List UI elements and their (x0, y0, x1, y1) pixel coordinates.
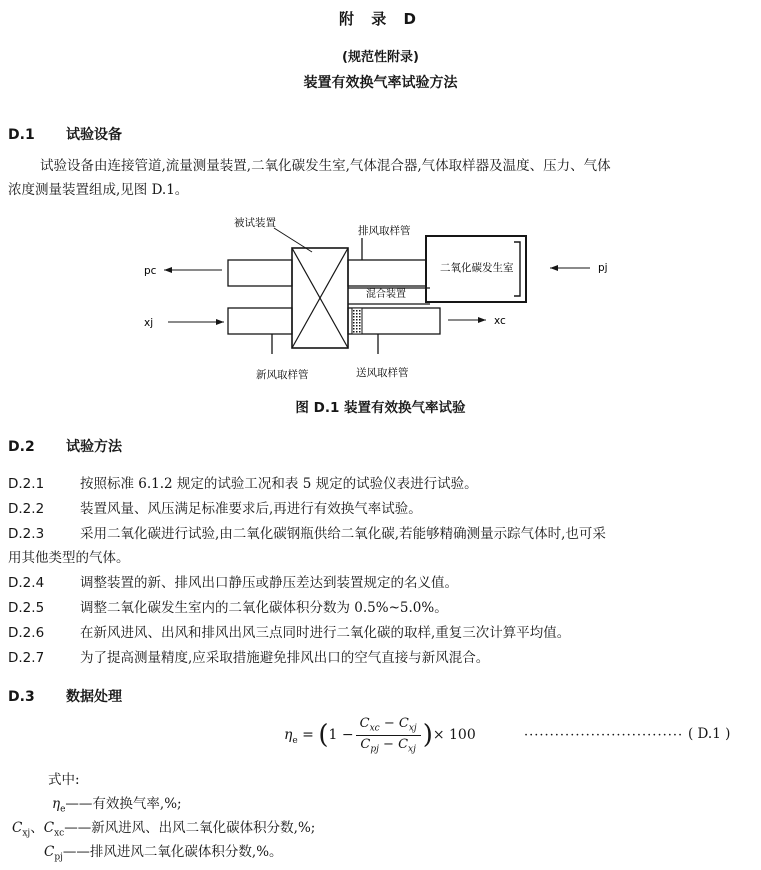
label-pj: pj (598, 262, 608, 274)
item-number: D.2.2 (8, 501, 45, 517)
def-text: 有效换气率,%; (92, 796, 182, 812)
def-separator: 、 (30, 820, 44, 836)
item-text: 按照标准 6.1.2 规定的试验工况和表 5 规定的试验仪表进行试验。 (80, 476, 478, 492)
item-number: D.2.5 (8, 600, 45, 616)
def-symbol: C (43, 820, 55, 836)
item-text: 在新风进风、出风和排风出风三点同时进行二氧化碳的取样,重复三次计算平均值。 (80, 625, 571, 641)
def-subscript: e (60, 804, 66, 815)
def-subscript: pj (54, 852, 63, 863)
item-text: 用其他类型的气体。 (8, 550, 130, 566)
list-item (8, 621, 570, 641)
formula-leader-dots: ······························· (524, 728, 684, 743)
section-number: D.3 (8, 689, 35, 705)
formula-paren: ) (422, 720, 433, 751)
where-label: 式中: (48, 772, 80, 788)
appendix-normative-note: (规范性附录) (342, 50, 419, 65)
equation-number: ( D.1 ) (688, 726, 731, 742)
definition-cpj (44, 840, 283, 863)
label-co2-room: 二氧化碳发生室 (440, 262, 514, 274)
section-title: 试验方法 (66, 439, 122, 455)
def-subscript: xj (22, 828, 31, 839)
list-item (8, 571, 458, 591)
formula-d1 (284, 716, 476, 754)
formula-symbol: C (360, 736, 371, 752)
formula-denominator (356, 736, 421, 755)
xj-arrowhead (216, 319, 224, 325)
def-text: 排风进风二氧化碳体积分数,%。 (89, 844, 283, 860)
section-d1-heading (8, 124, 122, 144)
formula-subscript: xc (369, 723, 380, 734)
co2-room-bracket (514, 242, 520, 296)
formula-subscript: xj (408, 744, 416, 755)
section-title: 数据处理 (66, 689, 122, 705)
item-number: D.2.6 (8, 625, 45, 641)
formula-one-minus: 1 − (328, 727, 354, 744)
fresh-inlet-duct (228, 308, 292, 334)
def-dash: —— (64, 820, 92, 836)
formula-numerator (356, 716, 421, 736)
section-d1-para-line2: 浓度测量装置组成,见图 D.1。 (8, 182, 189, 198)
item-text: 调整装置的新、排风出口静压或静压差达到装置规定的名义值。 (80, 575, 458, 591)
formula-symbol: C (398, 716, 409, 731)
def-symbol: C (44, 844, 55, 860)
pc-arrowhead (164, 267, 172, 273)
formula-minus: − (378, 736, 399, 752)
section-d1-para-line1: 试验设备由连接管道,流量测量装置,二氧化碳发生室,气体混合器,气体取样器及温度、压力、气体 (40, 158, 611, 174)
list-item (8, 596, 448, 616)
section-number: D.2 (8, 439, 35, 455)
formula-fraction (356, 716, 421, 754)
xc-arrowhead (478, 317, 486, 323)
item-text: 为了提高测量精度,应采取措施避免排风出口的空气直接与新风混合。 (80, 650, 490, 666)
formula-minus: − (379, 716, 399, 731)
list-item (8, 497, 422, 517)
section-number: D.1 (8, 127, 35, 143)
def-dash: —— (65, 796, 93, 812)
list-item (8, 522, 606, 542)
section-d2-heading (8, 436, 122, 456)
item-number: D.2.3 (8, 526, 45, 542)
test-apparatus-diagram (140, 208, 620, 388)
definition-eta (52, 792, 182, 815)
section-title: 试验设备 (66, 127, 122, 143)
item-text: 采用二氧化碳进行试验,由二氧化碳钢瓶供给二氧化碳,若能够精确测量示踪气体时,也可采 (80, 526, 606, 542)
list-item (8, 646, 489, 666)
formula-subscript: e (292, 735, 298, 746)
label-mixer: 混合装置 (366, 289, 406, 300)
exhaust-inlet-duct (348, 260, 426, 286)
def-text: 新风进风、出风二氧化碳体积分数,%; (91, 820, 316, 836)
def-subscript: xc (54, 828, 65, 839)
item-number: D.2.4 (8, 575, 45, 591)
appendix-main-title: 装置有效换气率试验方法 (303, 75, 458, 91)
label-pc: pc (144, 265, 157, 277)
item-text: 装置风量、风压满足标准要求后,再进行有效换气率试验。 (80, 501, 422, 517)
exhaust-outlet-duct (228, 260, 292, 286)
formula-times: × 100 (432, 727, 476, 744)
formula-equals: = (297, 727, 319, 744)
label-exhaust-sampling: 排风取样管 (358, 225, 411, 237)
definition-cxj-cxc (12, 816, 315, 839)
def-symbol: C (12, 820, 23, 836)
label-fresh-sampling: 新风取样管 (256, 369, 309, 381)
formula-subscript: pj (370, 744, 379, 755)
formula-symbol: C (398, 736, 409, 752)
item-text: 调整二氧化碳发生室内的二氧化碳体积分数为 0.5%~5.0%。 (80, 600, 448, 616)
item-number: D.2.7 (8, 650, 45, 666)
mixer-device (352, 308, 362, 334)
label-xj: xj (144, 317, 154, 329)
pj-arrowhead (550, 265, 558, 271)
label-xc: xc (494, 315, 506, 327)
def-symbol: η (52, 796, 61, 812)
list-item (8, 472, 478, 492)
formula-symbol: η (284, 727, 293, 744)
appendix-title: 附 录 D (339, 10, 422, 28)
figure-caption: 图 D.1 装置有效换气率试验 (295, 400, 466, 416)
formula-subscript: xj (408, 723, 417, 734)
def-dash: —— (62, 844, 90, 860)
formula-paren: ( (318, 720, 329, 751)
formula-symbol: C (359, 716, 370, 731)
label-tested-device: 被试装置 (234, 217, 276, 229)
list-item-continuation (8, 546, 130, 566)
item-number: D.2.1 (8, 476, 45, 492)
section-d3-heading (8, 686, 122, 706)
label-supply-sampling: 送风取样管 (356, 367, 409, 379)
